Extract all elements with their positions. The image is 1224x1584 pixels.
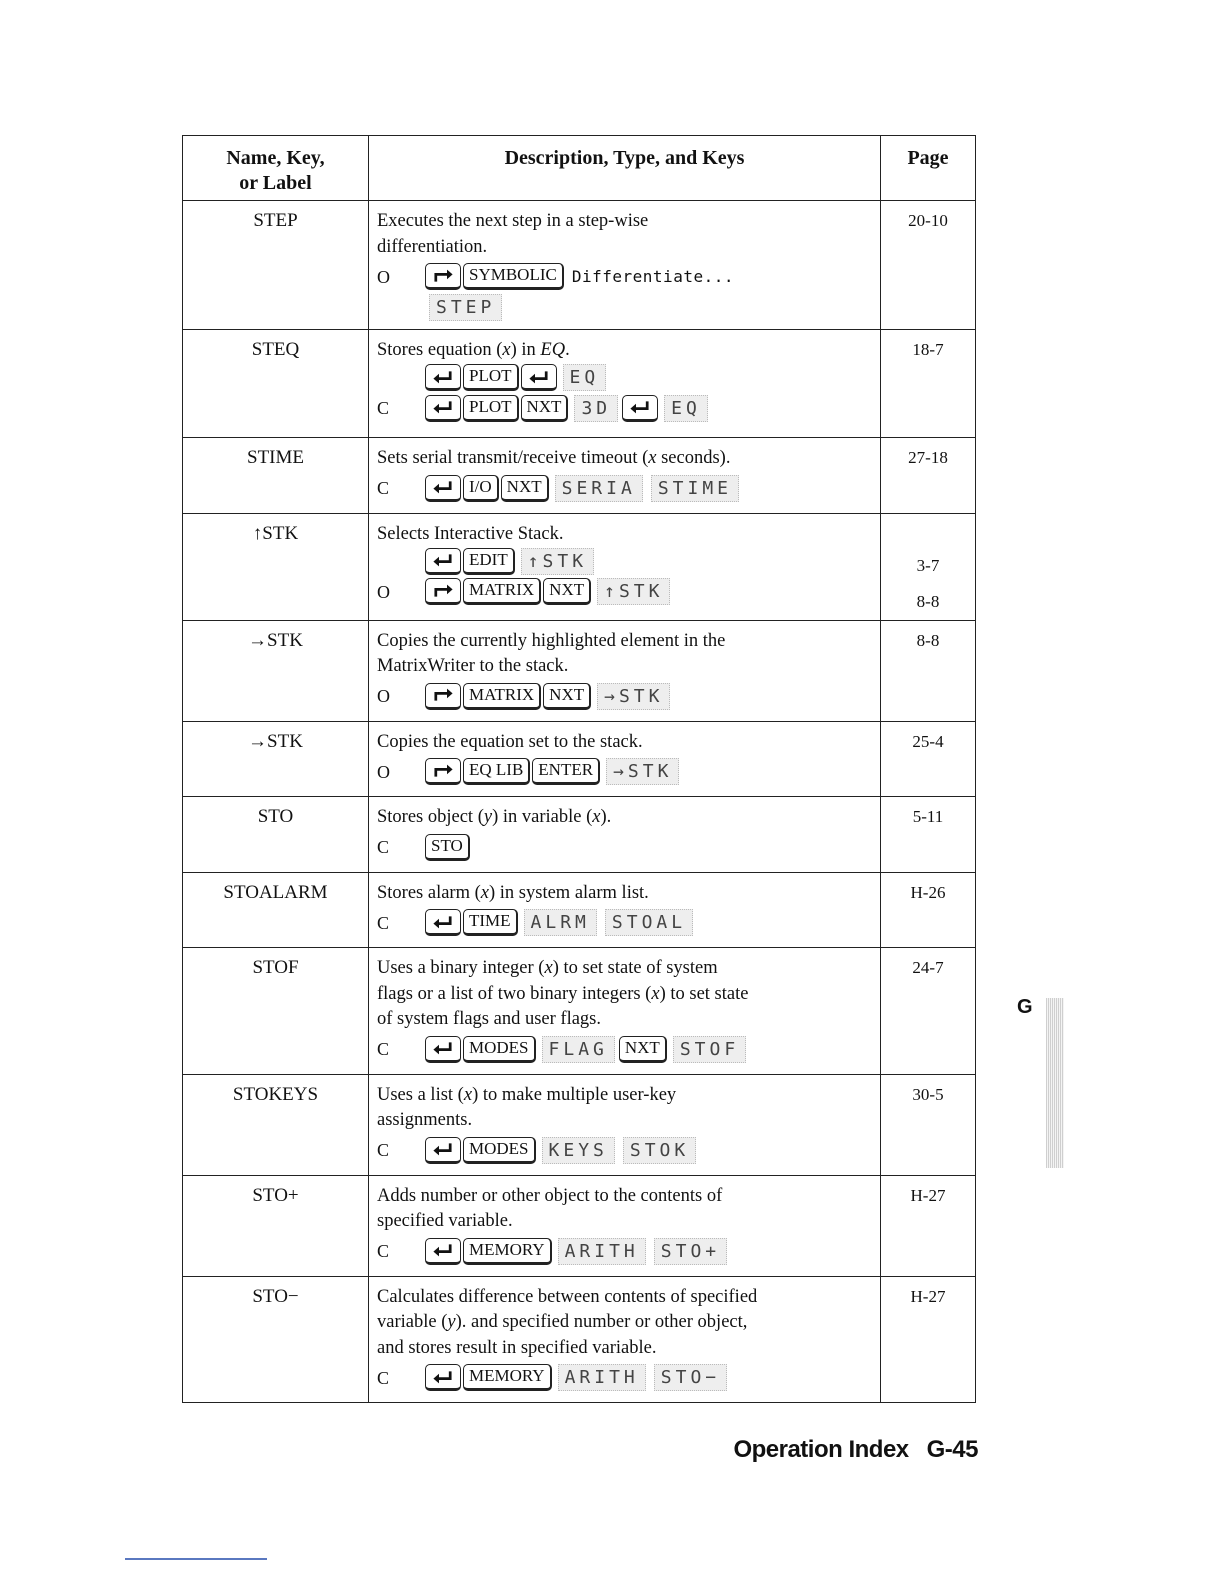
softkey-sto-plus[interactable]: STO+ (654, 1238, 727, 1265)
left-shift-key-icon[interactable] (425, 1137, 461, 1164)
table-row (183, 513, 976, 620)
operation-index-table (182, 135, 976, 1403)
page-reference: H-26 (881, 872, 976, 948)
nxt-key[interactable]: NXT (543, 683, 591, 710)
table-row (183, 1276, 976, 1403)
io-key[interactable]: I/O (463, 475, 499, 502)
page-reference: 18-7 (881, 330, 976, 438)
operation-type: C (377, 478, 390, 498)
softkey-eq[interactable]: EQ (664, 395, 708, 422)
table-header-row (183, 136, 976, 201)
table-row (183, 797, 976, 873)
operation-name: STO (183, 797, 369, 873)
memory-key[interactable]: MEMORY (463, 1364, 552, 1391)
operation-type: C (377, 837, 390, 857)
left-shift-key-icon[interactable] (425, 909, 461, 936)
plot-key[interactable]: PLOT (463, 395, 519, 422)
right-shift-key-icon[interactable] (425, 758, 461, 785)
page-reference: 25-4 (881, 721, 976, 797)
softkey-seria[interactable]: SERIA (555, 475, 643, 502)
page-footer (733, 1436, 978, 1464)
plot-key[interactable]: PLOT (463, 364, 519, 391)
page-reference: 5-11 (881, 797, 976, 873)
softkey-3d[interactable]: 3D (574, 395, 618, 422)
left-shift-key-icon[interactable] (622, 395, 658, 422)
softkey-up-stk[interactable]: ↑STK (597, 578, 670, 605)
page-column-header: Page (881, 136, 976, 201)
section-tab-marker (1046, 998, 1064, 1168)
operation-name: ↑STK (183, 513, 369, 620)
left-shift-key-icon[interactable] (425, 364, 461, 391)
table-row (183, 1074, 976, 1175)
table-row (183, 872, 976, 948)
nxt-key[interactable]: NXT (543, 578, 591, 605)
table-row (183, 620, 976, 721)
operation-description: Adds number or other object to the contents of specified variable. C MEMORY ARITH STO+ (369, 1175, 881, 1276)
operation-description: Stores object (y) in variable (x). C STO (369, 797, 881, 873)
page-reference: 30-5 (881, 1074, 976, 1175)
name-column-header: Name, Key, or Label (183, 136, 369, 201)
operation-type: C (377, 1241, 390, 1261)
page-reference: 20-10 (881, 201, 976, 330)
modes-key[interactable]: MODES (463, 1036, 536, 1063)
nxt-key[interactable]: NXT (619, 1036, 667, 1063)
operation-description: Stores alarm (x) in system alarm list. C TIME ALRM STOAL (369, 872, 881, 948)
right-shift-key-icon[interactable] (425, 263, 461, 290)
operation-name: STEQ (183, 330, 369, 438)
matrix-key[interactable]: MATRIX (463, 683, 541, 710)
right-shift-key-icon[interactable] (425, 683, 461, 710)
eq-lib-key[interactable]: EQ LIB (463, 758, 530, 785)
table-row (183, 201, 976, 330)
operation-name: STEP (183, 201, 369, 330)
page-reference: 27-18 (881, 438, 976, 514)
operation-description: Sets serial transmit/receive timeout (x seconds). C I/O NXT SERIA STIME (369, 438, 881, 514)
edit-key[interactable]: EDIT (463, 548, 515, 575)
softkey-to-stk[interactable]: →STK (606, 758, 679, 785)
left-shift-key-icon[interactable] (425, 1238, 461, 1265)
softkey-arith[interactable]: ARITH (558, 1364, 646, 1391)
left-shift-key-icon[interactable] (425, 475, 461, 502)
operation-description: Copies the currently highlighted element in the MatrixWriter to the stack. O MATRIX NXT →STK (369, 620, 881, 721)
memory-key[interactable]: MEMORY (463, 1238, 552, 1265)
table-row (183, 721, 976, 797)
description-column-header: Description, Type, and Keys (369, 136, 881, 201)
operation-description: Uses a binary integer (x) to set state of system flags or a list of two binary integers (x) to set state of system flags and user flags. C MODES FLAG NXT STOF (369, 948, 881, 1075)
operation-name: STOF (183, 948, 369, 1075)
left-shift-key-icon[interactable] (425, 548, 461, 575)
operation-description: Selects Interactive Stack. EDIT ↑STK O MATRIX NXT ↑STK (369, 513, 881, 620)
symbolic-key[interactable]: SYMBOLIC (463, 263, 564, 290)
operation-type: C (377, 1039, 390, 1059)
operation-type: O (377, 761, 390, 782)
softkey-sto-minus[interactable]: STO− (654, 1364, 727, 1391)
left-shift-key-icon[interactable] (425, 395, 461, 422)
softkey-stok[interactable]: STOK (623, 1137, 696, 1164)
operation-description: Uses a list (x) to make multiple user-key assignments. C MODES KEYS STOK (369, 1074, 881, 1175)
operation-type: C (377, 1140, 390, 1160)
operation-name: STOALARM (183, 872, 369, 948)
page-reference: 8-8 (881, 620, 976, 721)
softkey-eq[interactable]: EQ (563, 364, 607, 391)
matrix-key[interactable]: MATRIX (463, 578, 541, 605)
footer-page-number: G-45 (926, 1436, 978, 1463)
operation-type: O (377, 581, 390, 602)
operation-description: Stores equation (x) in EQ. PLOT EQ C PLOT NXT 3D EQ (369, 330, 881, 438)
softkey-stoal[interactable]: STOAL (605, 909, 693, 936)
operation-type: C (377, 1367, 390, 1388)
enter-key[interactable]: ENTER (532, 758, 600, 785)
table-row (183, 330, 976, 438)
operation-description: Executes the next step in a step-wise differentiation. O SYMBOLIC Differentiate... STEP (369, 201, 881, 330)
operation-type: C (377, 398, 390, 418)
sto-key[interactable]: STO (425, 834, 470, 861)
bottom-rule (125, 1558, 267, 1560)
time-key[interactable]: TIME (463, 909, 518, 936)
softkey-step[interactable]: STEP (429, 294, 502, 321)
operation-name: STO− (183, 1276, 369, 1403)
table-row (183, 438, 976, 514)
softkey-up-stk[interactable]: ↑STK (521, 548, 594, 575)
nxt-key[interactable]: NXT (501, 475, 549, 502)
operation-name: STOKEYS (183, 1074, 369, 1175)
operation-name: STO+ (183, 1175, 369, 1276)
right-shift-key-icon[interactable] (425, 578, 461, 605)
operation-type: C (377, 912, 390, 933)
menu-text: Differentiate... (571, 266, 734, 286)
page-reference: H-27 (881, 1175, 976, 1276)
table-row (183, 948, 976, 1075)
left-shift-key-icon[interactable] (425, 1036, 461, 1063)
softkey-flag[interactable]: FLAG (542, 1036, 615, 1063)
softkey-arith[interactable]: ARITH (558, 1238, 646, 1265)
softkey-to-stk[interactable]: →STK (597, 683, 670, 710)
operation-type: O (377, 266, 390, 287)
operation-name: STIME (183, 438, 369, 514)
operation-name: →STK (183, 620, 369, 721)
footer-title: Operation Index (733, 1436, 909, 1463)
softkey-stof[interactable]: STOF (673, 1036, 746, 1063)
modes-key[interactable]: MODES (463, 1137, 536, 1164)
softkey-stime[interactable]: STIME (651, 475, 739, 502)
page-reference: 24-7 (881, 948, 976, 1075)
page-reference: 3-7 8-8 (881, 513, 976, 620)
operation-description: Copies the equation set to the stack. O EQ LIB ENTER →STK (369, 721, 881, 797)
nxt-key[interactable]: NXT (521, 395, 569, 422)
left-shift-key-icon[interactable] (521, 364, 557, 391)
section-tab-letter: G (1017, 996, 1033, 1018)
table-row (183, 1175, 976, 1276)
softkey-keys[interactable]: KEYS (542, 1137, 615, 1164)
softkey-alrm[interactable]: ALRM (524, 909, 597, 936)
operation-type: O (377, 686, 390, 706)
operation-description: Calculates difference between contents of specified variable (y). and specified number or other object, and stores result in specified variable. C MEMORY ARITH STO− (369, 1276, 881, 1403)
operation-name: →STK (183, 721, 369, 797)
page-reference: H-27 (881, 1276, 976, 1403)
left-shift-key-icon[interactable] (425, 1364, 461, 1391)
